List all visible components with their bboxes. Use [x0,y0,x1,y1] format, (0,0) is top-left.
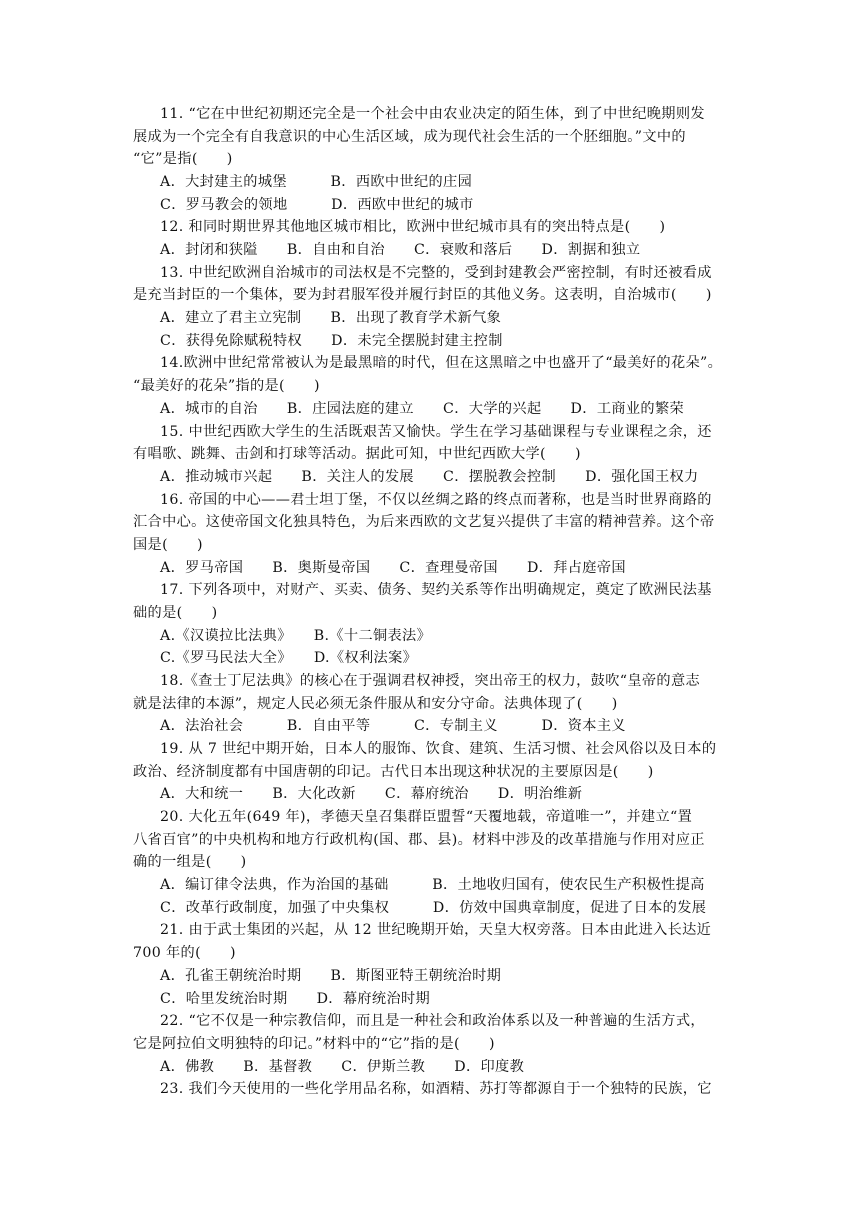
question-text-line: 它是阿拉伯文明独特的印记。”材料中的“它”指的是( ) [133,1035,495,1052]
question-text-line: “最美好的花朵”指的是( ) [133,378,320,395]
answer-options-line: A．推动城市兴起 B．关注人的发展 C．摆脱教会控制 D．强化国王权力 [160,468,699,485]
answer-options-line: A．编订律令法典，作为治国的基础 B．土地收归国有，使农民生产积极性提高 [160,877,705,894]
question-start-line: 16. 帝国的中心——君士坦丁堡，不仅以丝绸之路的终点而著称，也是当时世界商路的 [160,491,712,508]
answer-options-line: A．法治社会 B．自由平等 C．专制主义 D．资本主义 [160,718,626,735]
question-text-line: 700 年的( ) [133,945,236,962]
answer-options-line: A．城市的自治 B．庄园法庭的建立 C．大学的兴起 D．工商业的繁荣 [160,400,685,417]
answer-options-line: A．大和统一 B．大化改新 C．幕府统治 D．明治维新 [160,786,583,803]
question-text-line: 国是( ) [133,536,203,553]
answer-options-line: C．哈里发统治时期 D．幕府统治时期 [160,990,431,1007]
answer-options-line: C．罗马教会的领地 D．西欧中世纪的城市 [160,196,474,213]
question-start-line: 19. 从 7 世纪中期开始，日本人的服饰、饮食、建筑、生活习惯、社会风俗以及日本的 [160,741,717,758]
question-start-line: 23. 我们今天使用的一些化学用品名称，如酒精、苏打等都源自于一个独特的民族，它 [160,1081,712,1098]
answer-options-line: A．罗马帝国 B．奥斯曼帝国 C．查理曼帝国 D．拜占庭帝国 [160,559,626,576]
question-text-line: 汇合中心。这使帝国文化独具特色，为后来西欧的文艺复兴提供了丰富的精神营养。这个帝 [133,514,715,531]
question-text-line: 政治、经济制度都有中国唐朝的印记。古代日本出现这种状况的主要原因是( ) [133,763,654,780]
question-start-line: 15. 中世纪西欧大学生的生活既艰苦又愉快。学生在学习基础课程与专业课程之余，还 [160,423,712,440]
question-text-line: 础的是( ) [133,604,218,621]
question-start-line: 12. 和同时期世界其他地区城市相比，欧洲中世纪城市具有的突出特点是( ) [160,219,666,236]
answer-options-line: A．大封建主的城堡 B．西欧中世纪的庄园 [160,174,473,191]
question-text-line: 就是法律的本源”，规定人民必须无条件服从和安分守命。法典体现了( ) [133,695,618,712]
question-start-line: 20. 大化五年(649 年)，孝德天皇召集群臣盟誓“天覆地载，帝道唯一”，并建立“置 [160,809,693,826]
question-text-line: “它”是指( ) [133,151,233,168]
answer-options-line: A．封闭和狭隘 B．自由和自治 C．衰败和落后 D．割据和独立 [160,242,641,259]
answer-options-line: A．孔雀王朝统治时期 B．斯图亚特王朝统治时期 [160,967,502,984]
question-text-line: 是充当封臣的一个集体，要为封君服军役并履行封臣的其他义务。这表明，自治城市( ) [133,287,712,304]
question-start-line: 17. 下列各项中，对财产、买卖、债务、契约关系等作出明确规定，奠定了欧洲民法基 [160,582,712,599]
question-text-line: 八省百官”的中央机构和地方行政机构(国、郡、县)。材料中涉及的改革措施与作用对应正 [133,831,705,848]
question-start-line: 21. 由于武士集团的兴起，从 12 世纪晚期开始，天皇大权旁落。日本由此进入长达近 [160,922,712,939]
question-start-line: 13. 中世纪欧洲自治城市的司法权是不完整的，受到封建教会严密控制，有时还被看成 [160,264,712,281]
question-text-line: 有唱歌、跳舞、击剑和打球等活动。据此可知，中世纪西欧大学( ) [133,446,581,463]
answer-options-line: C．获得免除赋税特权 D．未完全摆脱封建主控制 [160,332,503,349]
question-start-line: 11. “它在中世纪初期还完全是一个社会中由农业决定的陌生体，到了中世纪晚期则发 [160,106,705,122]
answer-options-line: A．建立了君主立宪制 B．出现了教育学术新气象 [160,310,502,327]
question-start-line: 14.欧洲中世纪常常被认为是最黑暗的时代，但在这黑暗之中也盛开了“最美好的花朵”。 [160,355,723,372]
answer-options-line: A．佛教 B．基督教 C．伊斯兰教 D．印度教 [160,1058,525,1075]
answer-options-line: A.《汉谟拉比法典》 B.《十二铜表法》 [160,627,432,644]
question-start-line: 22. “它不仅是一种宗教信仰，而且是一种社会和政治体系以及一种普遍的生活方式， [160,1013,705,1030]
answer-options-line: C．改革行政制度，加强了中央集权 D．仿效中国典章制度，促进了日本的发展 [160,899,707,916]
question-text-line: 展成为一个完全有自我意识的中心生活区域，成为现代社会生活的一个胚细胞。”文中的 [133,128,686,145]
answer-options-line: C.《罗马民法大全》 D.《权利法案》 [160,650,418,667]
question-start-line: 18.《查士丁尼法典》的核心在于强调君权神授，突出帝王的权力，鼓吹“皇帝的意志 [160,673,701,689]
question-text-line: 确的一组是( ) [133,854,247,871]
